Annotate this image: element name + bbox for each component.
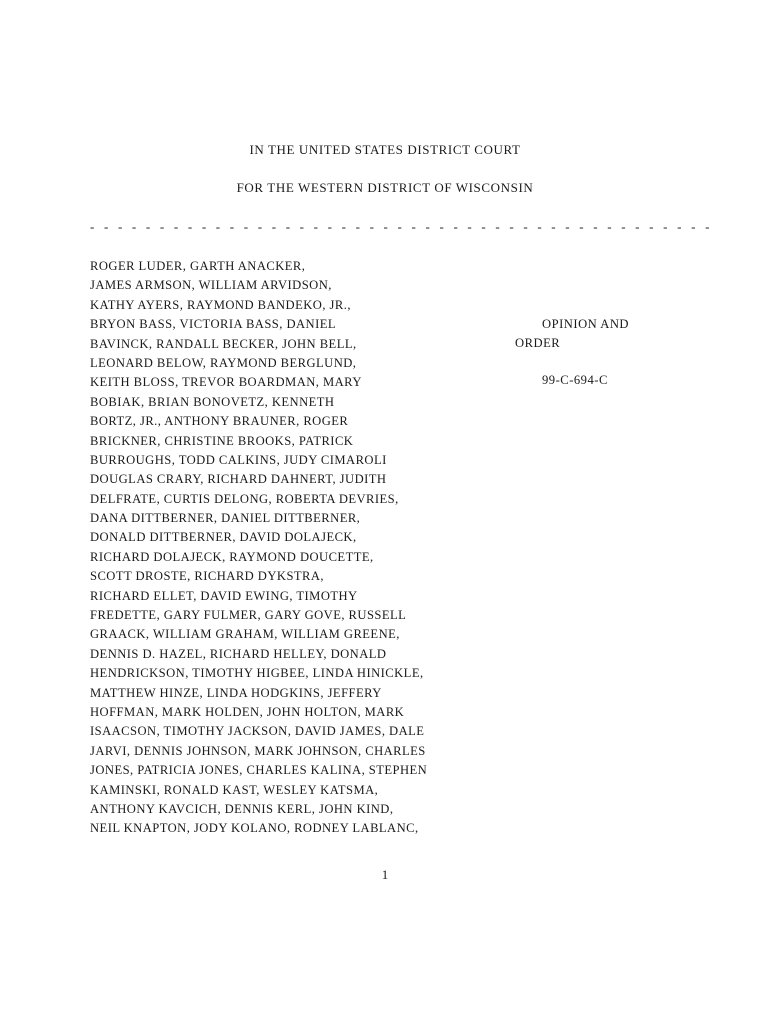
- party-line: DONALD DITTBERNER, DAVID DOLAJECK,: [90, 530, 357, 545]
- party-line: BRICKNER, CHRISTINE BROOKS, PATRICK: [90, 433, 354, 448]
- party-line: HOFFMAN, MARK HOLDEN, JOHN HOLTON, MARK: [90, 704, 405, 719]
- party-line: HENDRICKSON, TIMOTHY HIGBEE, LINDA HINICKLE,: [90, 666, 424, 681]
- party-list: [90, 257, 510, 839]
- party-line: BOBIAK, BRIAN BONOVETZ, KENNETH: [90, 394, 335, 409]
- document-type: [515, 315, 655, 354]
- party-line: DANA DITTBERNER, DANIEL DITTBERNER,: [90, 511, 361, 526]
- party-line: GRAACK, WILLIAM GRAHAM, WILLIAM GREENE,: [90, 627, 400, 642]
- party-line: BRYON BASS, VICTORIA BASS, DANIEL: [90, 317, 337, 332]
- party-line: JARVI, DENNIS JOHNSON, MARK JOHNSON, CHARLES: [90, 743, 426, 758]
- party-line: DOUGLAS CRARY, RICHARD DAHNERT, JUDITH: [90, 472, 387, 487]
- party-line: LEONARD BELOW, RAYMOND BERGLUND,: [90, 355, 357, 370]
- party-line: FREDETTE, GARY FULMER, GARY GOVE, RUSSELL: [90, 608, 407, 623]
- party-line: DELFRATE, CURTIS DELONG, ROBERTA DEVRIES,: [90, 491, 399, 506]
- party-line: RICHARD ELLET, DAVID EWING, TIMOTHY: [90, 588, 358, 603]
- party-line: KAMINSKI, RONALD KAST, WESLEY KATSMA,: [90, 782, 379, 797]
- party-line: MATTHEW HINZE, LINDA HODGKINS, JEFFERY: [90, 685, 382, 700]
- page-number: 1: [381, 867, 389, 882]
- party-line: RICHARD DOLAJECK, RAYMOND DOUCETTE,: [90, 549, 374, 564]
- party-line: JONES, PATRICIA JONES, CHARLES KALINA, STEPHEN: [90, 763, 428, 778]
- party-line: BORTZ, JR., ANTHONY BRAUNER, ROGER: [90, 414, 349, 429]
- party-line: SCOTT DROSTE, RICHARD DYKSTRA,: [90, 569, 325, 584]
- party-line: BAVINCK, RANDALL BECKER, JOHN BELL,: [90, 336, 357, 351]
- party-line: BURROUGHS, TODD CALKINS, JUDY CIMAROLI: [90, 452, 387, 467]
- party-line: JAMES ARMSON, WILLIAM ARVIDSON,: [90, 278, 332, 293]
- document-type-line2: ORDER: [515, 336, 561, 351]
- party-line: ROGER LUDER, GARTH ANACKER,: [90, 259, 306, 273]
- party-line: ISAACSON, TIMOTHY JACKSON, DAVID JAMES, DALE: [90, 724, 425, 739]
- separator-rule: - - - - - - - - - - - - - - - - - - - - - - - - - - - - - - - - - - - - - - - - - - - - -: [90, 219, 713, 234]
- document-type-line1: OPINION AND: [542, 317, 630, 331]
- party-line: DENNIS D. HAZEL, RICHARD HELLEY, DONALD: [90, 646, 387, 661]
- party-line: ANTHONY KAVCICH, DENNIS KERL, JOHN KIND,: [90, 801, 394, 816]
- party-line: KEITH BLOSS, TREVOR BOARDMAN, MARY: [90, 375, 362, 390]
- court-name-heading: IN THE UNITED STATES DISTRICT COURT: [249, 142, 521, 157]
- party-line: KATHY AYERS, RAYMOND BANDEKO, JR.,: [90, 297, 351, 312]
- party-line: NEIL KNAPTON, JODY KOLANO, RODNEY LABLANC,: [90, 821, 419, 836]
- case-number: 99-C-694-C: [542, 373, 608, 387]
- district-heading: FOR THE WESTERN DISTRICT OF WISCONSIN: [236, 180, 534, 195]
